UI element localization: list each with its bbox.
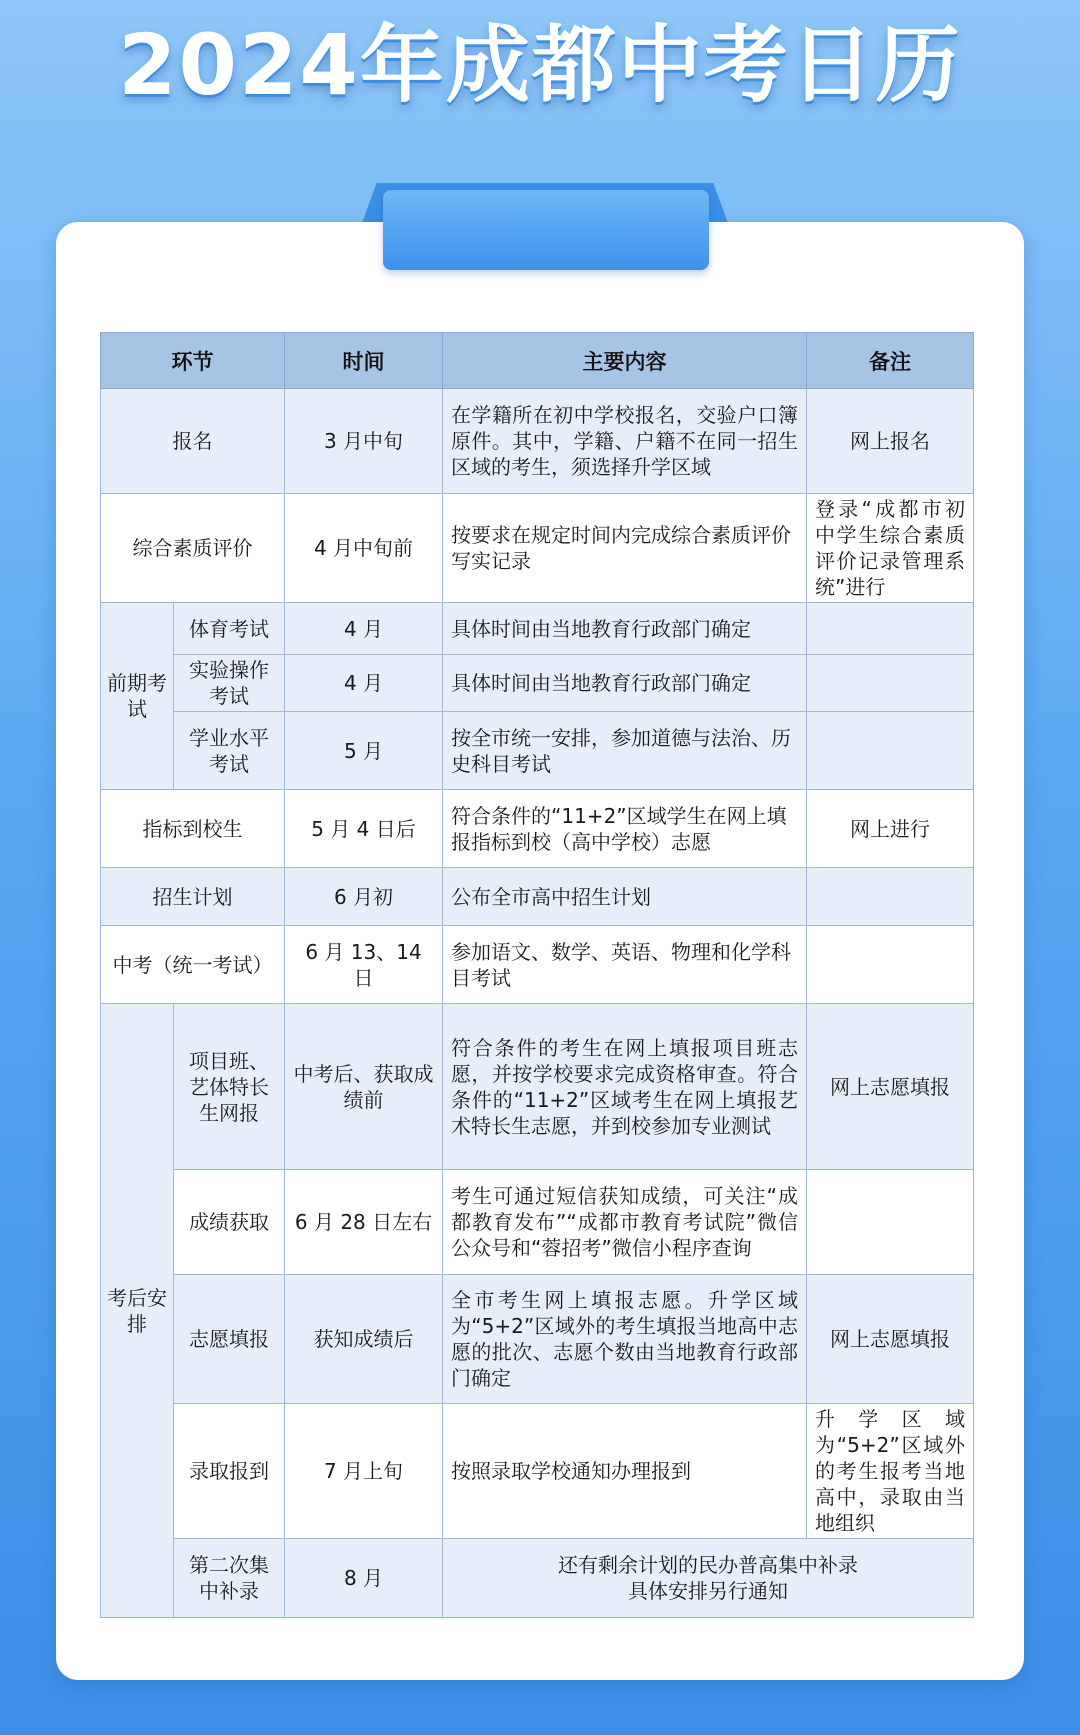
note-cell: 网上进行 [807, 790, 974, 868]
table-row-bulu [101, 1539, 974, 1618]
content-cell: 具体时间由当地教育行政部门确定 [443, 655, 807, 712]
table-row-xiangmu [101, 1004, 974, 1170]
time-cell: 6 月 28 日左右 [285, 1170, 443, 1275]
table-row-luqu [101, 1404, 974, 1539]
table-row-zhongkao [101, 926, 974, 1004]
header-stage: 环节 [101, 333, 285, 389]
table-header-row [101, 333, 974, 389]
content-cell: 参加语文、数学、英语、物理和化学科目考试 [443, 926, 807, 1004]
content-cell: 全市考生网上填报志愿。升学区域为“5+2”区域外的考生填报当地高中志愿的批次、志愿个数由当地教育行政部门确定 [443, 1275, 807, 1404]
time-cell: 4 月 [285, 603, 443, 655]
time-cell: 4 月 [285, 655, 443, 712]
content-cell: 公布全市高中招生计划 [443, 868, 807, 926]
content-cell: 符合条件的“11+2”区域学生在网上填报指标到校（高中学校）志愿 [443, 790, 807, 868]
table-row-baoming [101, 389, 974, 494]
content-cell: 按要求在规定时间内完成综合素质评价写实记录 [443, 494, 807, 603]
content-cell: 按照录取学校通知办理报到 [443, 1404, 807, 1539]
time-cell: 7 月上旬 [285, 1404, 443, 1539]
table-row-zhiyuan [101, 1275, 974, 1404]
stage-cell: 实验操作考试 [174, 655, 285, 712]
group-cell-qianqi: 前期考试 [101, 603, 174, 790]
time-cell: 5 月 4 日后 [285, 790, 443, 868]
stage-cell: 综合素质评价 [101, 494, 285, 603]
note-cell: 网上志愿填报 [807, 1004, 974, 1170]
note-cell [807, 868, 974, 926]
note-cell [807, 1170, 974, 1275]
note-cell: 网上志愿填报 [807, 1275, 974, 1404]
time-cell: 5 月 [285, 712, 443, 790]
note-cell: 登录“成都市初中学生综合素质评价记录管理系统”进行 [807, 494, 974, 603]
table-row-tiyu [101, 603, 974, 655]
table-row-pingjia [101, 494, 974, 603]
table-row-zhibiao [101, 790, 974, 868]
note-cell: 升学区域为“5+2”区域外的考生报考当地高中，录取由当地组织 [807, 1404, 974, 1539]
table-row-chengji [101, 1170, 974, 1275]
group-cell-kaohou: 考后安排 [101, 1004, 174, 1618]
content-cell: 考生可通过短信获知成绩，可关注“成都教育发布”“成都市教育考试院”微信公众号和“蓉招考”微信小程序查询 [443, 1170, 807, 1275]
header-time: 时间 [285, 333, 443, 389]
stage-cell: 体育考试 [174, 603, 285, 655]
stage-cell: 学业水平考试 [174, 712, 285, 790]
time-cell: 中考后、获取成绩前 [285, 1004, 443, 1170]
stage-cell: 指标到校生 [101, 790, 285, 868]
note-cell [807, 655, 974, 712]
header-note: 备注 [807, 333, 974, 389]
content-cell: 符合条件的考生在网上填报项目班志愿，并按学校要求完成资格审查。符合条件的“11+2”区域考生在网上填报艺术特长生志愿，并到校参加专业测试 [443, 1004, 807, 1170]
table-row-jihua [101, 868, 974, 926]
content-line: 具体安排另行通知 [628, 1579, 788, 1603]
content-cell: 具体时间由当地教育行政部门确定 [443, 603, 807, 655]
time-cell: 4 月中旬前 [285, 494, 443, 603]
time-cell: 6 月 13、14 日 [285, 926, 443, 1004]
stage-cell: 成绩获取 [174, 1170, 285, 1275]
stage-cell: 项目班、艺体特长生网报 [174, 1004, 285, 1170]
content-line: 还有剩余计划的民办普高集中补录 [558, 1553, 858, 1577]
stage-cell: 报名 [101, 389, 285, 494]
header-content: 主要内容 [443, 333, 807, 389]
time-cell: 6 月初 [285, 868, 443, 926]
stage-cell: 中考（统一考试） [101, 926, 285, 1004]
time-cell: 获知成绩后 [285, 1275, 443, 1404]
stage-cell: 第二次集中补录 [174, 1539, 285, 1618]
time-cell: 8 月 [285, 1539, 443, 1618]
note-cell [807, 603, 974, 655]
calendar-table [100, 332, 974, 1618]
content-cell: 按全市统一安排，参加道德与法治、历史科目考试 [443, 712, 807, 790]
content-cell: 在学籍所在初中学校报名，交验户口簿原件。其中，学籍、户籍不在同一招生区域的考生，须选择升学区域 [443, 389, 807, 494]
note-cell [807, 712, 974, 790]
stage-cell: 招生计划 [101, 868, 285, 926]
table-row-shiyan [101, 655, 974, 712]
note-cell [807, 926, 974, 1004]
page-title: 2024年成都中考日历 [118, 16, 962, 114]
header-tab [383, 190, 709, 270]
stage-cell: 志愿填报 [174, 1275, 285, 1404]
stage-cell: 录取报到 [174, 1404, 285, 1539]
content-cell-merged [443, 1539, 974, 1618]
time-cell: 3 月中旬 [285, 389, 443, 494]
table-row-xueye [101, 712, 974, 790]
note-cell: 网上报名 [807, 389, 974, 494]
